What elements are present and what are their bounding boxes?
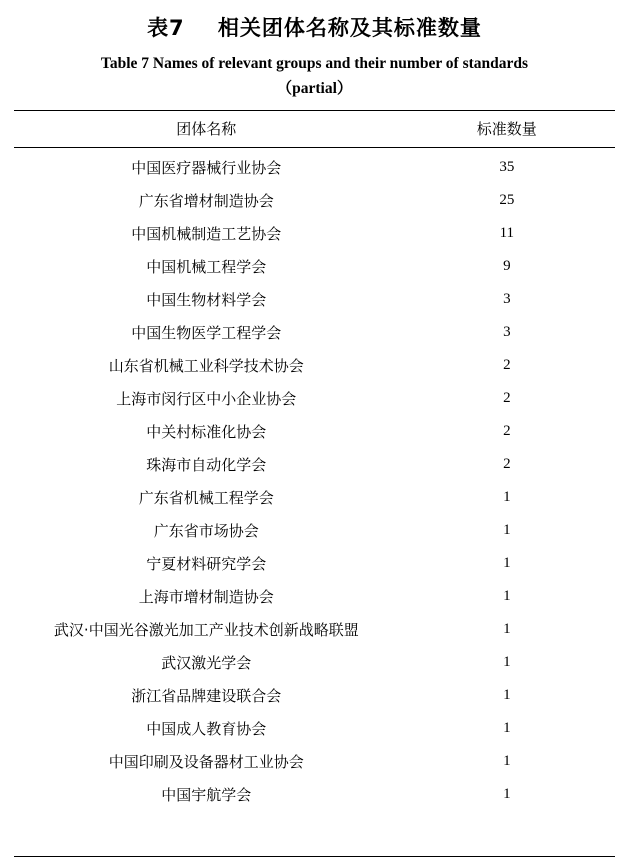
table-header	[14, 110, 615, 147]
cell-group-name: 广东省机械工程学会	[138, 488, 274, 507]
cell-standard-count: 1	[503, 653, 511, 670]
table-row	[14, 147, 615, 184]
table-title-chinese: 表7 相关团体名称及其标准数量	[147, 16, 482, 40]
standards-table	[14, 110, 615, 811]
cell-group-name: 中国成人教育协会	[146, 719, 267, 738]
cell-standard-count: 1	[503, 620, 511, 637]
table-row	[14, 679, 615, 712]
cell-standard-count: 25	[499, 191, 515, 208]
cell-standard-count: 1	[503, 587, 511, 604]
cell-group-name: 上海市闵行区中小企业协会	[116, 389, 297, 408]
table-row	[14, 250, 615, 283]
cell-standard-count: 1	[503, 785, 511, 802]
cell-standard-count: 3	[503, 290, 511, 307]
table-row	[14, 712, 615, 745]
cell-standard-count: 1	[503, 554, 511, 571]
table-row	[14, 283, 615, 316]
cell-group-name: 中国医疗器械行业协会	[131, 158, 282, 177]
cell-standard-count: 1	[503, 752, 511, 769]
table-row	[14, 349, 615, 382]
cell-group-name: 上海市增材制造协会	[138, 587, 274, 606]
table-row	[14, 382, 615, 415]
table-header-row	[14, 110, 615, 147]
cell-group-name: 中国宇航学会	[161, 785, 252, 804]
cell-group-name: 武汉·中国光谷激光加工产业技术创新战略联盟	[53, 620, 359, 639]
cell-standard-count: 1	[503, 686, 511, 703]
table-title-english	[14, 52, 615, 101]
cell-standard-count: 2	[503, 422, 511, 439]
table-title-english-main: Table 7 Names of relevant groups and their number of standards	[100, 55, 529, 72]
cell-group-name: 珠海市自动化学会	[146, 455, 267, 474]
cell-group-name: 中国印刷及设备器材工业协会	[108, 752, 304, 771]
cell-standard-count: 1	[503, 521, 511, 538]
cell-group-name: 中国生物材料学会	[146, 290, 267, 309]
cell-standard-count: 11	[499, 224, 515, 241]
document-page	[0, 12, 629, 867]
cell-group-name: 中关村标准化协会	[146, 422, 267, 441]
cell-group-name: 山东省机械工业科学技术协会	[108, 356, 304, 375]
cell-standard-count: 3	[503, 323, 511, 340]
table-row	[14, 547, 615, 580]
table-body	[14, 147, 615, 811]
table-bottom-rule	[14, 856, 615, 857]
table-title-english-sub: （partial）	[276, 80, 353, 98]
table-row	[14, 217, 615, 250]
cell-standard-count: 1	[503, 719, 511, 736]
cell-standard-count: 2	[503, 389, 511, 406]
table-row	[14, 481, 615, 514]
table-row	[14, 745, 615, 778]
column-header-standard-count: 标准数量	[399, 110, 615, 147]
table-row	[14, 613, 615, 646]
cell-group-name: 中国机械制造工艺协会	[131, 224, 282, 243]
cell-group-name: 中国机械工程学会	[146, 257, 267, 276]
cell-standard-count: 1	[503, 488, 511, 505]
table-row	[14, 316, 615, 349]
cell-standard-count: 2	[503, 356, 511, 373]
table-row	[14, 514, 615, 547]
cell-group-name: 宁夏材料研究学会	[146, 554, 267, 573]
table-row	[14, 646, 615, 679]
cell-group-name: 武汉激光学会	[161, 653, 252, 672]
column-header-group-name: 团体名称	[14, 110, 399, 147]
table-row	[14, 580, 615, 613]
cell-group-name: 中国生物医学工程学会	[131, 323, 282, 342]
cell-standard-count: 9	[503, 257, 511, 274]
cell-standard-count: 35	[499, 158, 515, 175]
table-row	[14, 184, 615, 217]
table-row	[14, 415, 615, 448]
cell-group-name: 广东省市场协会	[153, 521, 259, 540]
table-row	[14, 778, 615, 811]
cell-group-name: 浙江省品牌建设联合会	[131, 686, 282, 705]
table-row	[14, 448, 615, 481]
cell-group-name: 广东省增材制造协会	[138, 191, 274, 210]
cell-standard-count: 2	[503, 455, 511, 472]
